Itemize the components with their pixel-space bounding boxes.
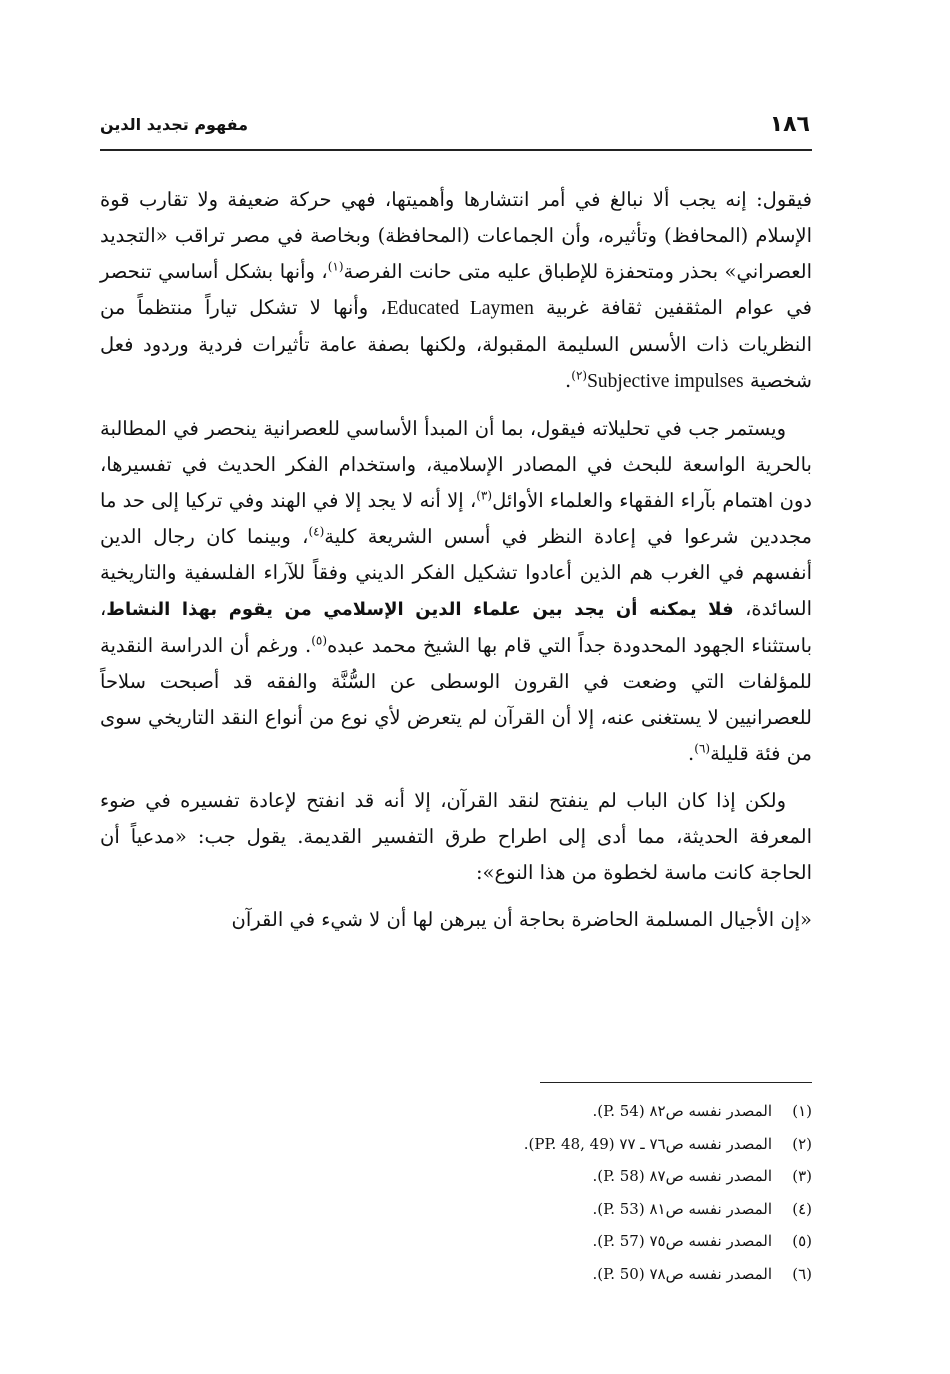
footnote-ref-2: (٢) xyxy=(571,368,588,383)
paragraph-2-text-f: . xyxy=(688,742,695,765)
footnote-item xyxy=(100,1128,812,1161)
paragraph-4: «إن الأجيال المسلمة الحاضرة بحاجة أن يبرهن لها أن لا شيء في القرآن xyxy=(231,908,812,931)
paragraph-2-text-e: . ورغم أن الدراسة النقدية للمؤلفات التي وضعت في القرون الوسطى عن السُّنَّة والفقه قد أصبحت سلاحاً للعصرانيين لا يستغنى عنه، إلا أن القرآن لم يتعرض لأي نوع من أنواع النقد التاريخي سوى من فئة قليلة xyxy=(100,634,812,765)
footnote-number: (٢) xyxy=(792,1134,812,1153)
footnote-item xyxy=(100,1225,812,1258)
footnote-text: المصدر نفسه ص٧٥ (P. 57). xyxy=(592,1232,772,1250)
footnote-item xyxy=(100,1258,812,1291)
footnote-text: المصدر نفسه ص٧٦ ـ ٧٧ (PP. 48, 49). xyxy=(523,1134,772,1153)
running-head xyxy=(100,112,810,146)
paragraph-2-text-b: ، إلا أنه لا يجد إلا في الهند وفي تركيا إلى حد ما مجددين شرعوا في إعادة النظر في أسس الشريعة كلية xyxy=(100,489,812,548)
paragraph-2-text-a: ويستمر جب في تحليلاته فيقول، بما أن المبدأ الأساسي للعصرانية ينحصر في المطالبة بالحرية الواسعة للبحث في المصادر الإسلامية، واستخدام الفكر الحديث في تفسيرها، دون اهتمام بآراء الفقهاء والعلماء الأوائل xyxy=(100,417,812,512)
paragraph-2 xyxy=(100,411,812,772)
emphasized-text: فلا يمكنه أن يجد بين علماء الدين الإسلامي من يقوم بهذا النشاط xyxy=(106,599,734,620)
latin-term-educated-laymen: Educated Laymen xyxy=(386,298,534,319)
footnote-text: المصدر نفسه ص٨٢ (P. 54). xyxy=(592,1102,772,1120)
footnote-item xyxy=(100,1160,812,1193)
footnote-number: (٣) xyxy=(792,1167,812,1185)
running-title: مفهوم تجديد الدين xyxy=(100,115,249,134)
footnote-item xyxy=(100,1095,812,1128)
paragraph-2-text-c: ، وبينما كان رجال الدين أنفسهم في الغرب هم الذين أعادوا تشكيل الفكر الديني وفقاً للآراء الفلسفية والتاريخية السائدة، xyxy=(100,525,813,620)
footnote-text: المصدر نفسه ص٨٧ (P. 58). xyxy=(592,1167,772,1185)
paragraph-1 xyxy=(100,182,812,400)
footnote-ref-1: (١) xyxy=(327,259,344,274)
paragraph-3: ولكن إذا كان الباب لم ينفتح لنقد القرآن، إلا أنه قد انفتح لإعادة تفسيره في ضوء المعرفة الحديثة، مما أدى إلى اطراح طرق التفسير القديمة. يقول جب: «مدعياً أن الحاجة كانت ماسة لخطوة من هذا النوع»: xyxy=(100,789,812,884)
body-text xyxy=(100,182,812,949)
paragraph-1-text-d: . xyxy=(565,369,572,392)
footnote-text: المصدر نفسه ص٨١ (P. 53). xyxy=(592,1199,772,1218)
paragraph-1-text-c: ، وأنها لا تشكل تياراً منتظماً من النظريات ذات الأسس السليمة المقبولة، ولكنها بصفة عامة تأثيرات فردية وردود فعل شخصية xyxy=(100,296,812,392)
footnote-ref-5: (٥) xyxy=(311,633,328,648)
footnote-ref-4: (٤) xyxy=(308,524,325,539)
paragraph-2-text-d: ، باستثناء الجهود المحدودة جداً التي قام بها الشيخ محمد عبده xyxy=(100,597,813,657)
paragraph-1-text-b: ، وأنها بشكل أساسي تنحصر في عوام المثقفين ثقافة غربية xyxy=(100,260,812,319)
footnote-number: (١) xyxy=(792,1102,812,1120)
page-number: ١٨٦ xyxy=(769,112,810,137)
footnote-text: المصدر نفسه ص٧٨ (P. 50). xyxy=(592,1264,772,1283)
paragraph-1-text-a: فيقول: إنه يجب ألا نبالغ في أمر انتشارها وأهميتها، فهي حركة ضعيفة ولا تقارب قوة الإسلام (المحافظ) وتأثيره، وأن الجماعات (المحافظة) وبخاصة في مصر تراقب «التجديد العصراني» بحذر ومتحفزة للإطباق عليه متى حانت الفرصة xyxy=(100,188,812,283)
footnotes-list xyxy=(100,1095,812,1290)
footnote-number: (٥) xyxy=(792,1232,812,1250)
footnote-ref-3: (٣) xyxy=(476,488,493,503)
footnote-ref-6: (٦) xyxy=(694,741,711,756)
footnote-item xyxy=(100,1193,812,1226)
footnote-rule xyxy=(540,1082,812,1083)
footnote-number: (٦) xyxy=(792,1264,812,1283)
footnote-number: (٤) xyxy=(792,1199,812,1218)
latin-term-subjective-impulses: Subjective impulses xyxy=(587,371,744,392)
header-rule xyxy=(100,149,812,151)
